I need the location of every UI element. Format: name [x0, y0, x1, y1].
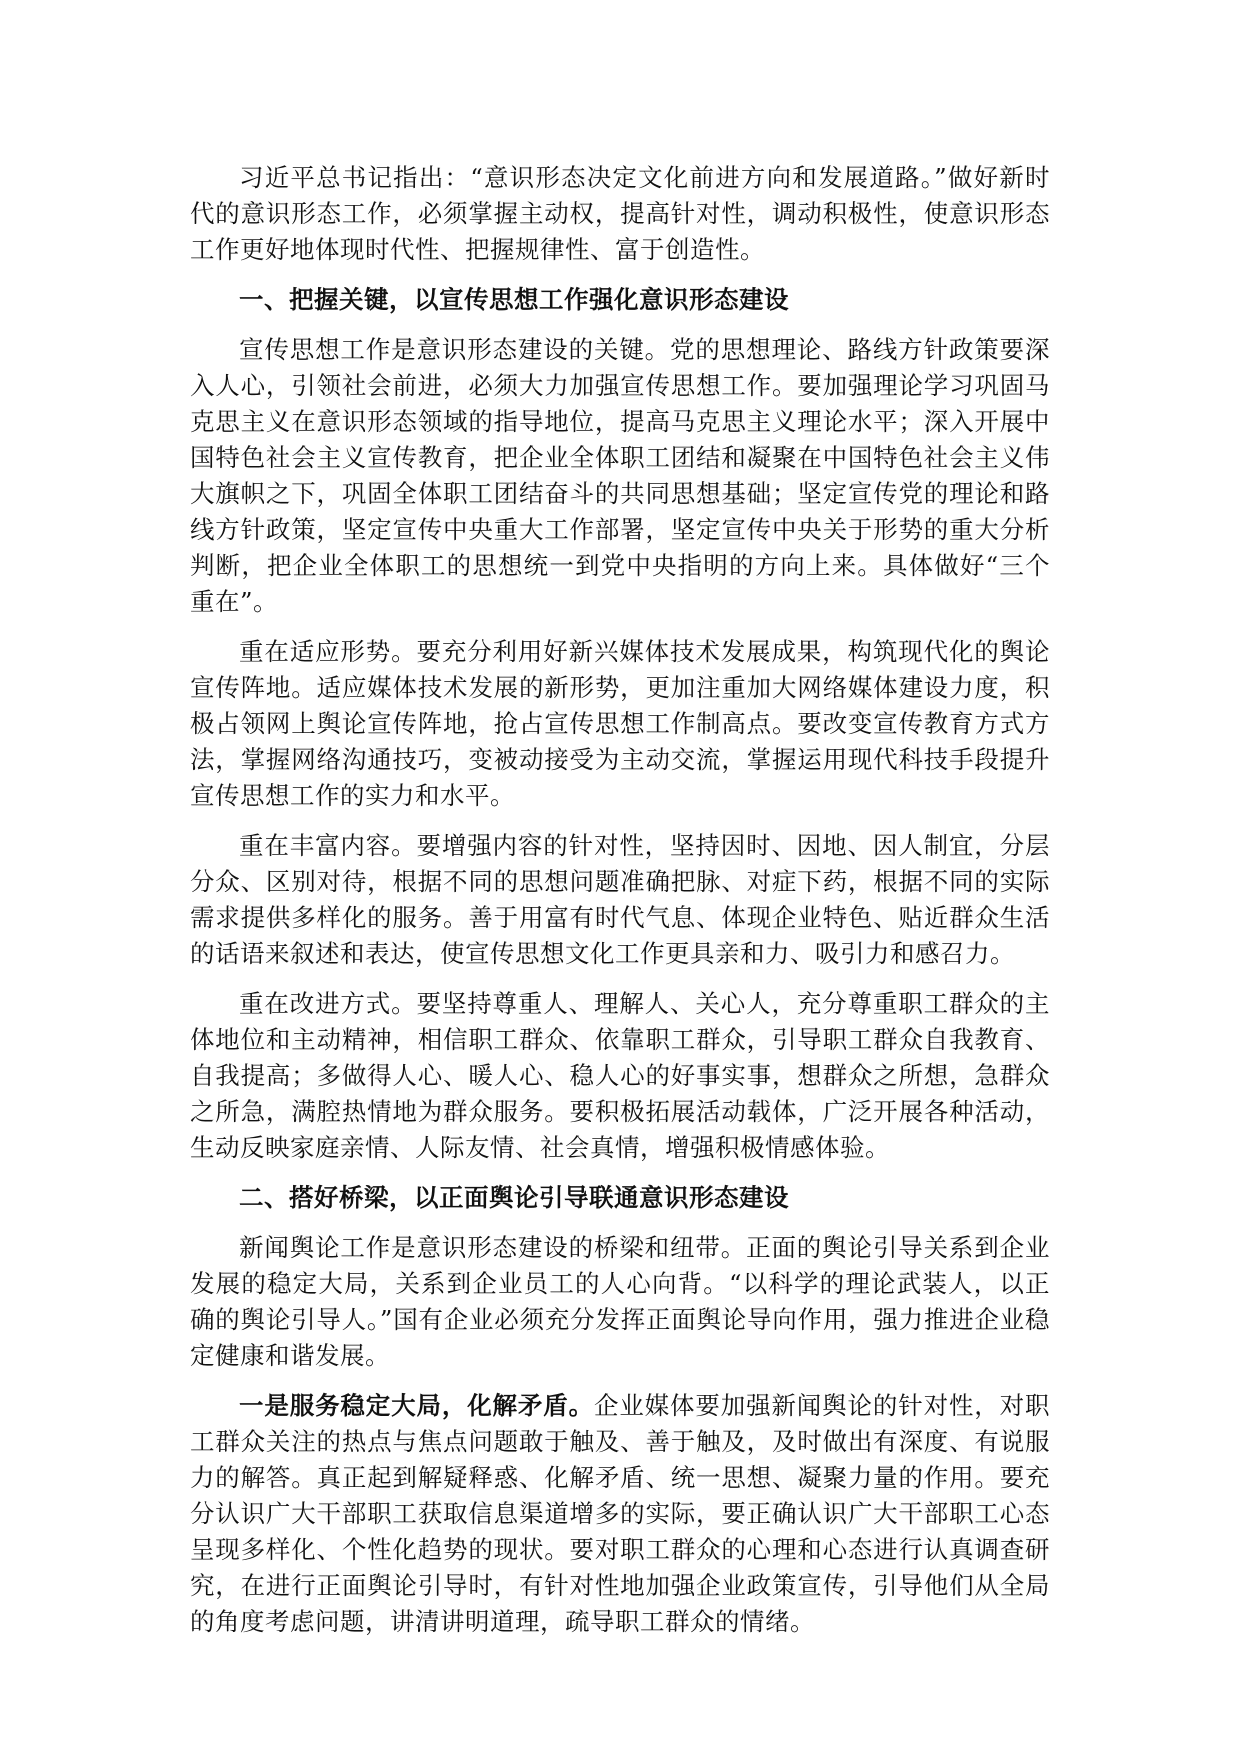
intro-paragraph: 习近平总书记指出：“意识形态决定文化前进方向和发展道路。”做好新时代的意识形态工作，必须掌握主动权，提高针对性，调动积极性，使意识形态工作更好地体现时代性、把握规律性、富于创造性。 [190, 163, 1050, 264]
paragraph-lead-text: 一是服务稳定大局，化解矛盾。 [239, 1391, 594, 1420]
section-heading-1: 一、把握关键，以宣传思想工作强化意识形态建设 [239, 285, 789, 314]
section-heading-2: 二、搭好桥梁，以正面舆论引导联通意识形态建设 [239, 1183, 789, 1212]
paragraph-serve-stability [190, 1388, 1050, 1640]
paragraph-body-text: 企业媒体要加强新闻舆论的针对性，对职工群众关注的热点与焦点问题敢于触及、善于触及，及时做出有深度、有说服力的解答。真正起到解疑释惑、化解矛盾、统一思想、凝聚力量的作用。要充分认识广大干部职工获取信息渠道增多的实际，要正确认识广大干部职工心态呈现多样化、个性化趋势的现状。要对职工群众的心理和心态进行认真调查研究，在进行正面舆论引导时，有针对性地加强企业政策宣传，引导他们从全局的角度考虑问题，讲清讲明道理，疏导职工群众的情绪。 [190, 1391, 1050, 1636]
paragraph-news-opinion: 新闻舆论工作是意识形态建设的桥梁和纽带。正面的舆论引导关系到企业发展的稳定大局，关系到企业员工的人心向背。“以科学的理论武装人，以正确的舆论引导人。”国有企业必须充分发挥正面舆论导向作用，强力推进企业稳定健康和谐发展。 [190, 1233, 1050, 1370]
paragraph-propaganda-key: 宣传思想工作是意识形态建设的关键。党的思想理论、路线方针政策要深入人心，引领社会前进，必须大力加强宣传思想工作。要加强理论学习巩固马克思主义在意识形态领域的指导地位，提高马克思主义理论水平；深入开展中国特色社会主义宣传教育，把企业全体职工团结和凝聚在中国特色社会主义伟大旗帜之下，巩固全体职工团结奋斗的共同思想基础；坚定宣传党的理论和路线方针政策，坚定宣传中央重大工作部署，坚定宣传中央关于形势的重大分析判断，把企业全体职工的思想统一到党中央指明的方向上来。具体做好“三个重在”。 [190, 335, 1050, 616]
document-page [190, 160, 1050, 1654]
paragraph-adapt-situation: 重在适应形势。要充分利用好新兴媒体技术发展成果，构筑现代化的舆论宣传阵地。适应媒体技术发展的新形势，更加注重加大网络媒体建设力度，积极占领网上舆论宣传阵地，抢占宣传思想工作制高点。要改变宣传教育方式方法，掌握网络沟通技巧，变被动接受为主动交流，掌握运用现代科技手段提升宣传思想工作的实力和水平。 [190, 637, 1050, 810]
paragraph-enrich-content: 重在丰富内容。要增强内容的针对性，坚持因时、因地、因人制宜，分层分众、区别对待，根据不同的思想问题准确把脉、对症下药，根据不同的实际需求提供多样化的服务。善于用富有时代气息、体现企业特色、贴近群众生活的话语来叙述和表达，使宣传思想文化工作更具亲和力、吸引力和感召力。 [190, 831, 1050, 968]
paragraph-improve-methods: 重在改进方式。要坚持尊重人、理解人、关心人，充分尊重职工群众的主体地位和主动精神，相信职工群众、依靠职工群众，引导职工群众自我教育、自我提高；多做得人心、暖人心、稳人心的好事实事，想群众之所想，急群众之所急，满腔热情地为群众服务。要积极拓展活动载体，广泛开展各种活动，生动反映家庭亲情、人际友情、社会真情，增强积极情感体验。 [190, 989, 1050, 1162]
